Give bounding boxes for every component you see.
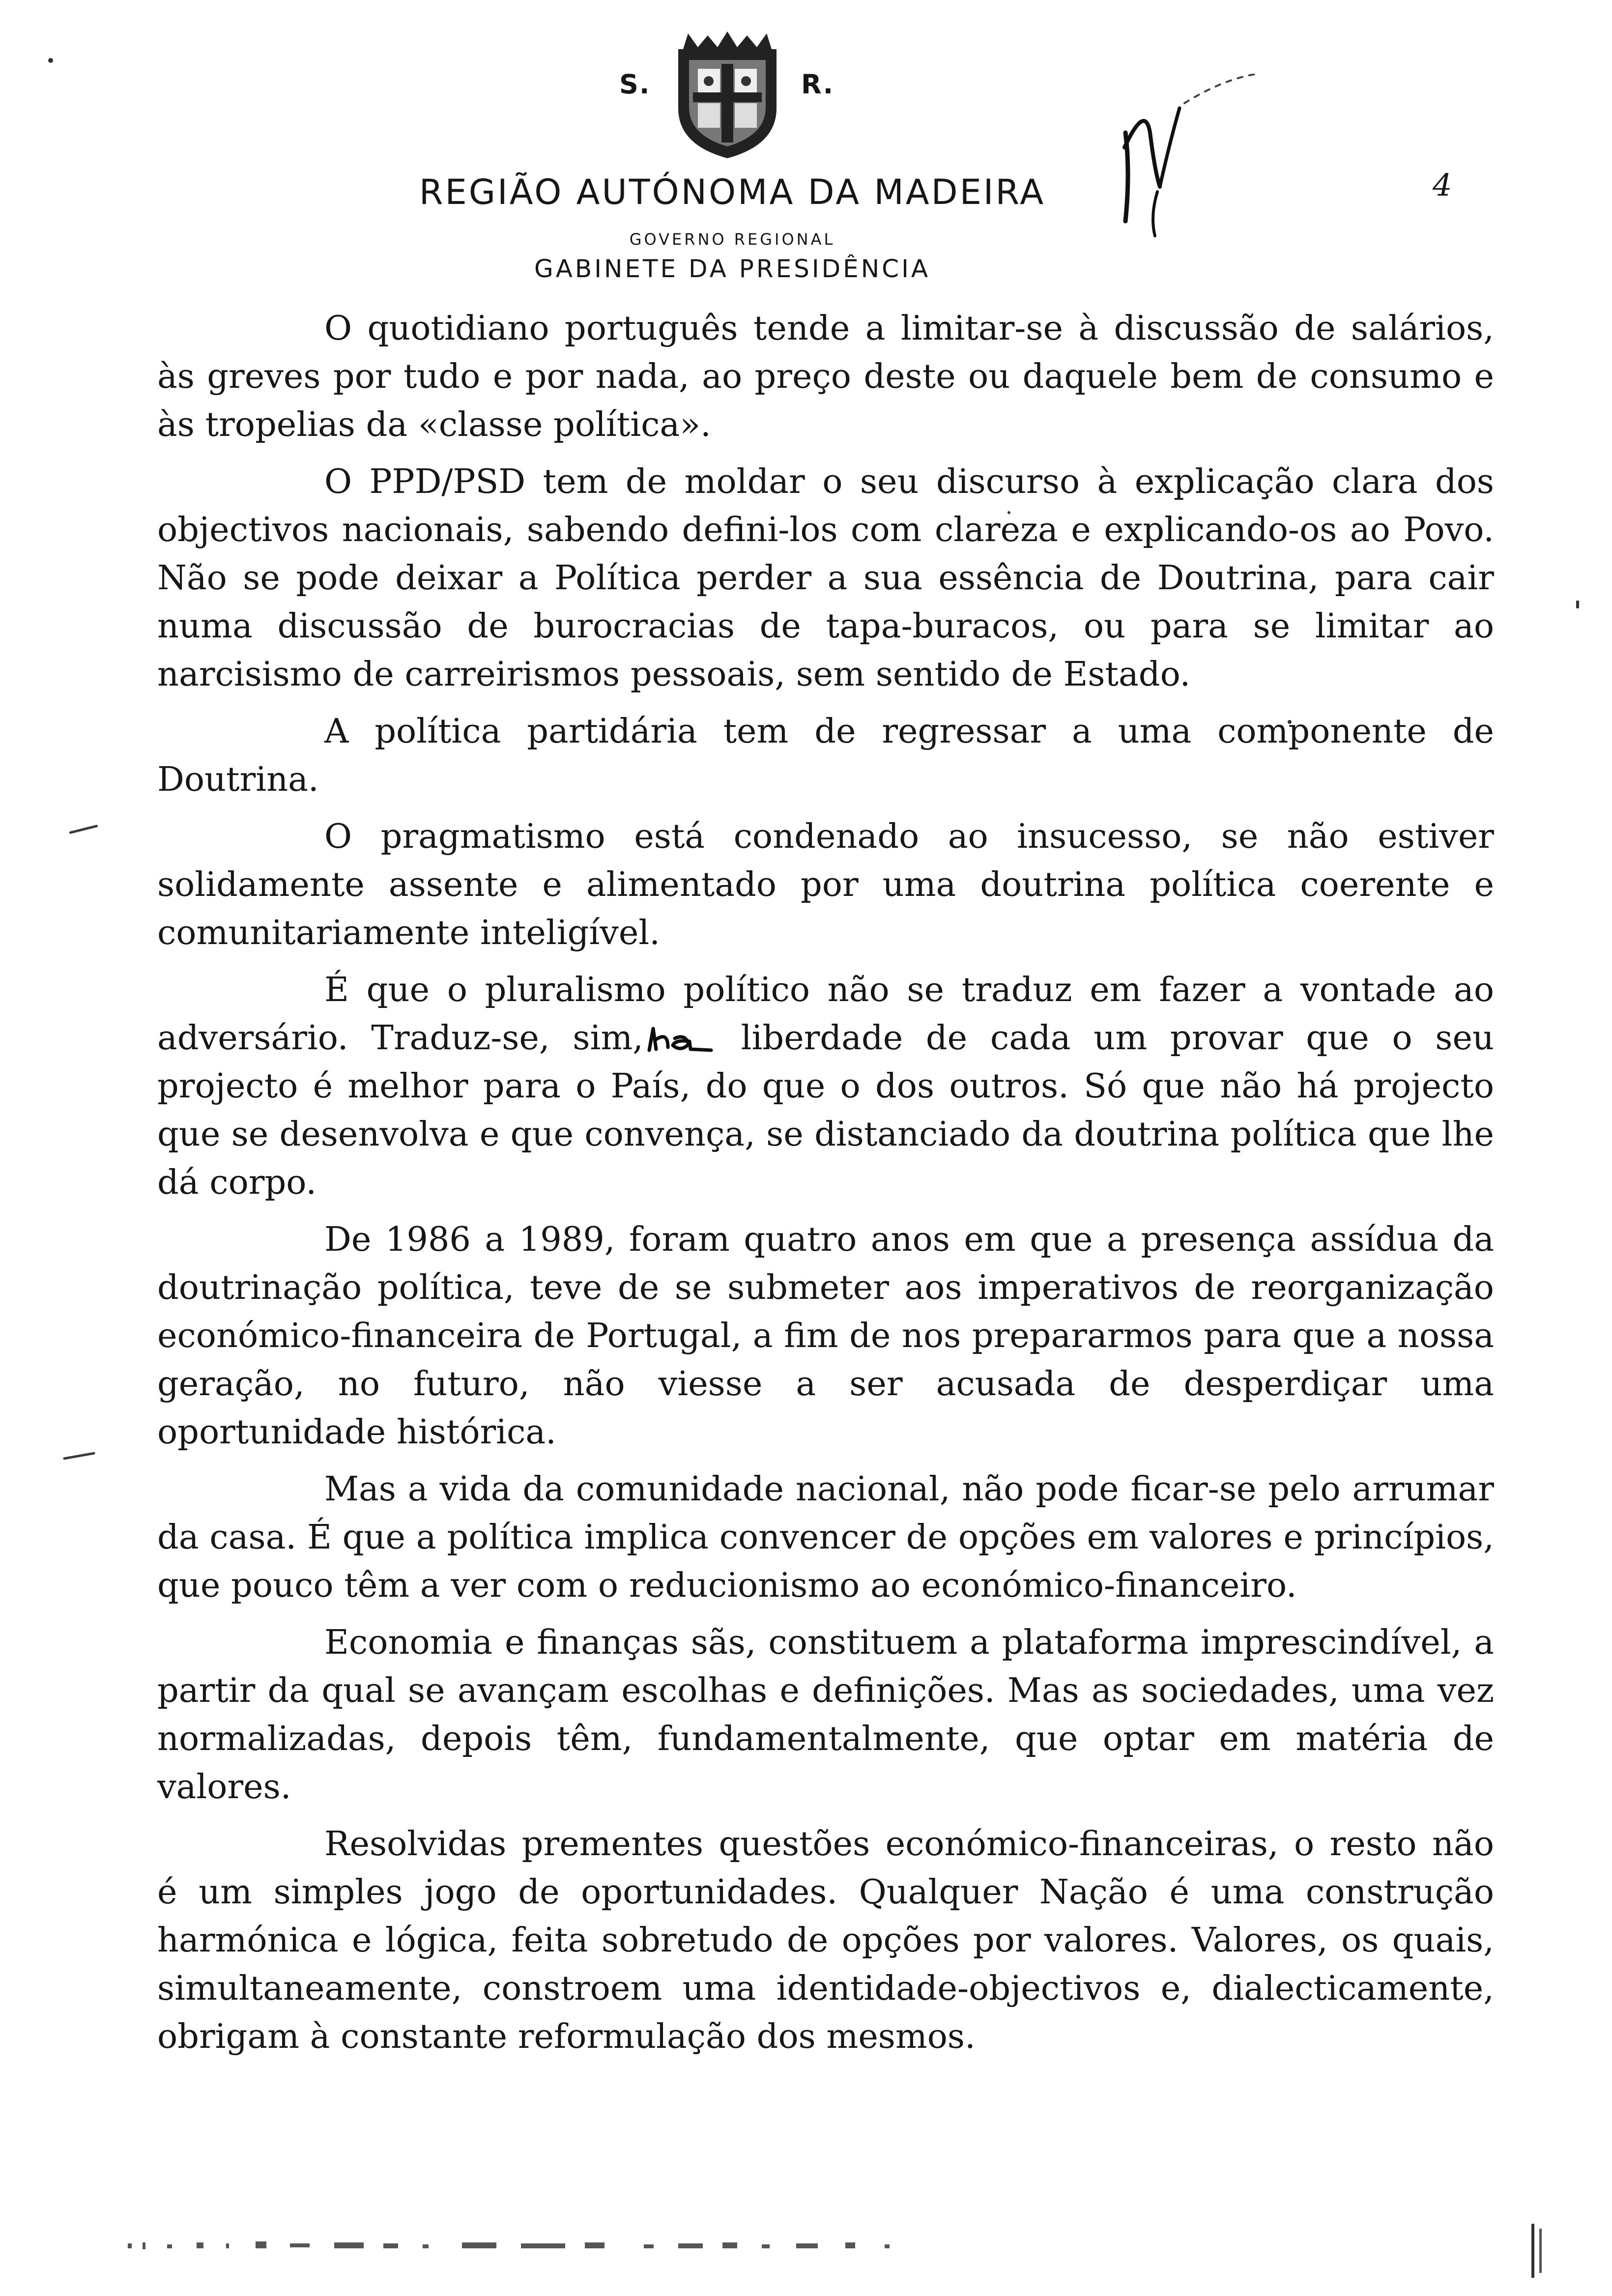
scan-speck	[48, 58, 53, 63]
handwritten-correction-icon	[646, 1025, 715, 1053]
margin-dash	[69, 825, 98, 834]
page-number: 4	[1433, 167, 1452, 203]
region-name: REGIÃO AUTÓNOMA DA MADEIRA	[419, 172, 1046, 212]
paragraph-text: liberdade de cada um provar que o seu projecto é melhor para o País, do que o dos outros. Só que não há projecto que se desenvolva e que convença, se distanciado da doutrina política que lhe dá corpo.	[157, 1019, 1494, 1202]
letter-body	[157, 305, 1494, 2070]
paragraph: De 1986 a 1989, foram quatro anos em que a presença assídua da doutrinação política, teve de se submeter aos imperativos de reorganização económico-financeira de Portugal, a fim de nos prepararmos para que a nossa geração, no futuro, não viesse a ser acusada de desperdiçar uma oportunidade histórica.	[157, 1220, 1494, 1452]
r-letter: R.	[801, 69, 835, 100]
s-letter: S.	[619, 69, 651, 100]
scan-noise	[1528, 2224, 1548, 2278]
crest-row	[413, 29, 1052, 157]
paragraph: A política partidária tem de regressar a uma componente de Doutrina.	[157, 712, 1494, 799]
paragraph: O quotidiano português tende a limitar-se à discussão de salários, às greves por tudo e por nada, ao preço deste ou daquele bem de consumo e às tropelias da «classe política».	[157, 309, 1494, 444]
paragraph: Resolvidas prementes questões económico-financeiras, o resto não é um simples jogo de oportunidades. Qualquer Nação é uma construção harmónica e lógica, feita sobretudo de opções por valores. Valores, os quais, simultaneamente, constroem uma identidade-objectivos e, dialecticamente, obrigam à constante reformulação dos mesmos.	[157, 1825, 1494, 2056]
government-name: GOVERNO REGIONAL	[629, 230, 835, 249]
paragraph: O PPD/PSD tem de moldar o seu discurso à explicação clara dos objectivos nacionais, sabendo defini-los com clareza e explicando-os ao Povo. Não se pode deixar a Política perder a sua essência de Doutrina, para cair numa discussão de burocracias de tapa-buracos, ou para se limitar ao narcisismo de carreirismos pessoais, sem sentido de Estado.	[157, 462, 1494, 694]
paragraph: O pragmatismo está condenado ao insucesso, se não estiver solidamente assente e alimentado por uma doutrina política coerente e comunitariamente inteligível.	[157, 817, 1494, 952]
paragraph-pluralism	[157, 966, 1494, 1207]
paragraph: Economia e finanças sãs, constituem a plataforma imprescindível, a partir da qual se avançam escolhas e definições. Mas as sociedades, uma vez normalizadas, depois têm, fundamentalmente, que optar em matéria de valores.	[157, 1623, 1494, 1807]
coat-of-arms-icon	[668, 29, 786, 162]
paragraph-text: É que o pluralismo político não se traduz em fazer a vontade ao adversário. Traduz-se, sim,	[157, 971, 1494, 1058]
office-name: GABINETE DA PRESIDÊNCIA	[534, 255, 931, 283]
scan-noise	[128, 2234, 1111, 2258]
letterhead	[413, 29, 1052, 283]
handwritten-initials-icon	[1111, 74, 1268, 241]
margin-dash	[63, 1452, 95, 1460]
paragraph: Mas a vida da comunidade nacional, não pode ficar-se pelo arrumar da casa. É que a política implica convencer de opções em valores e princípios, que pouco têm a ver com o reducionismo ao económico-financeiro.	[157, 1470, 1494, 1605]
scan-speck	[1576, 601, 1579, 608]
